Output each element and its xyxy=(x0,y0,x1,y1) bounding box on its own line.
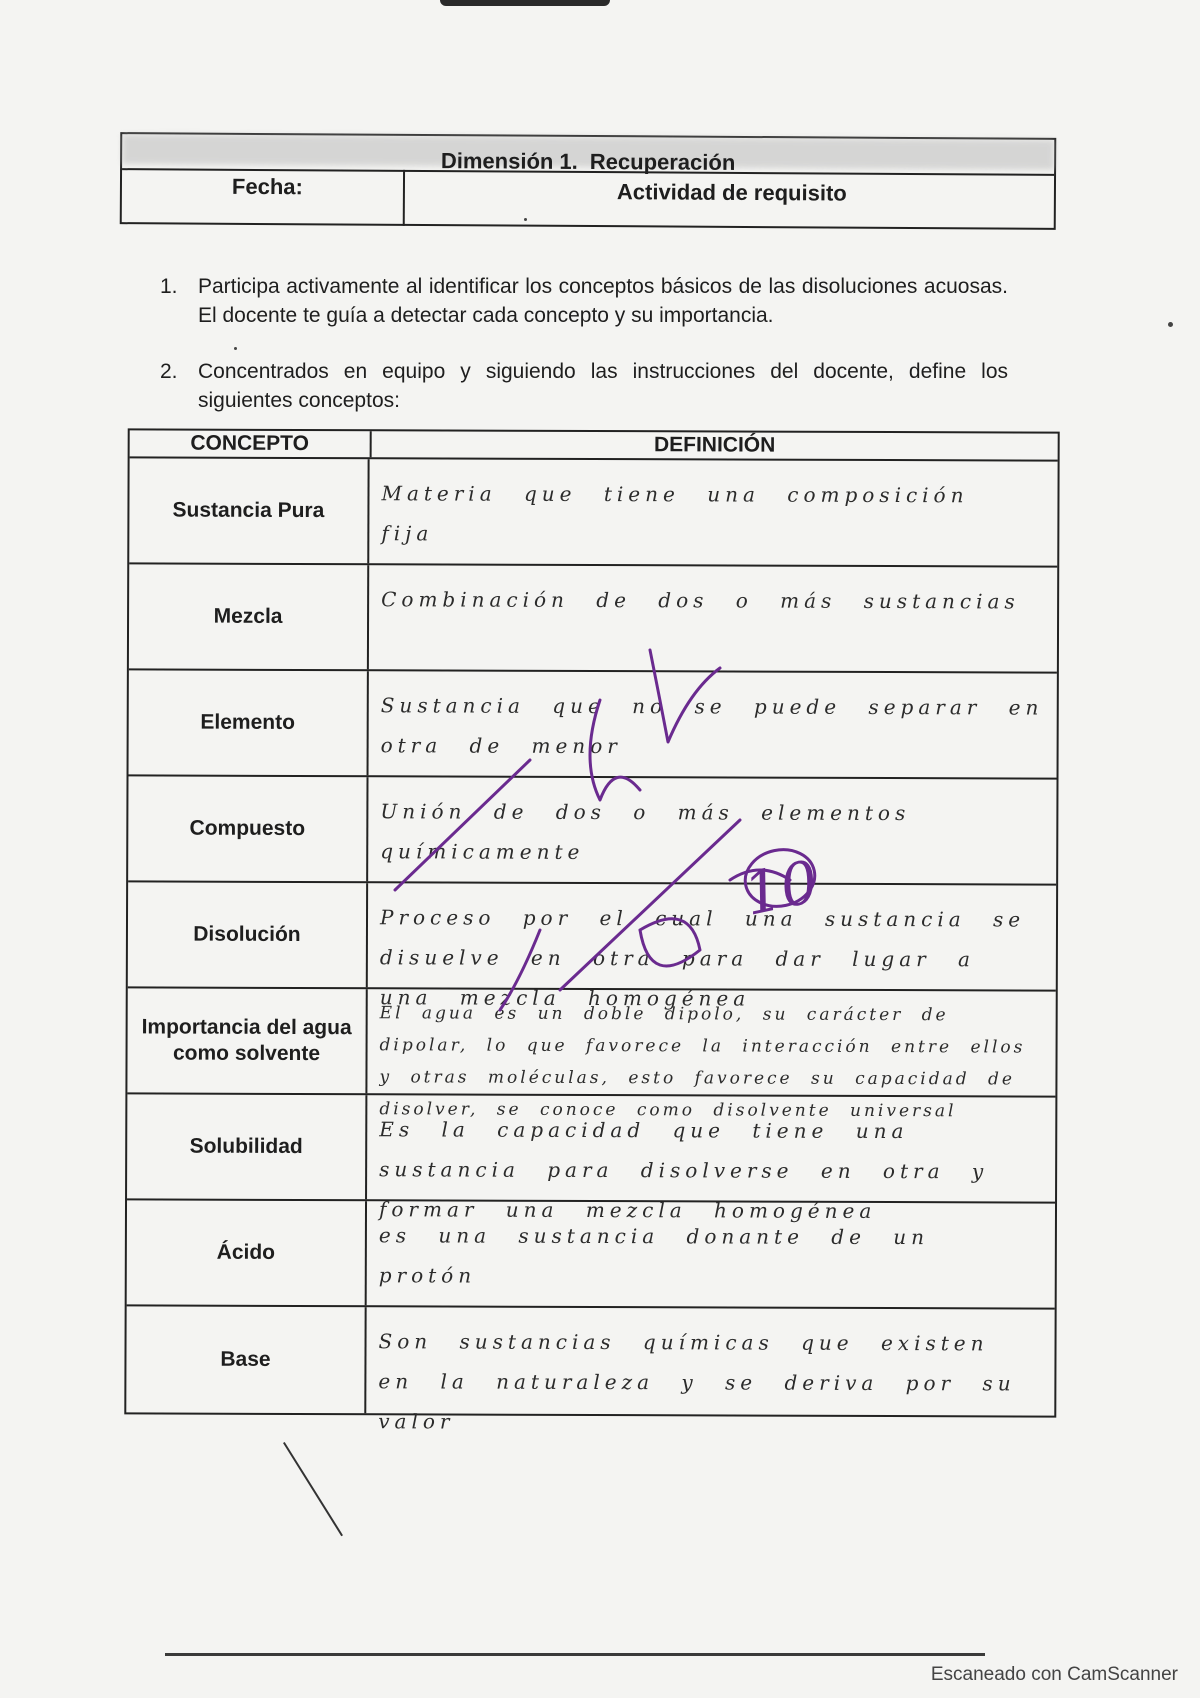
definition-cell[interactable]: Sustancia que no se puede separar en otra de menor xyxy=(380,693,1044,759)
definition-cell[interactable]: Proceso por el cual una sustancia se disuelve en otra para dar lugar a una mezcla homogénea xyxy=(379,905,1026,1011)
concept-cell: Disolución xyxy=(128,882,368,987)
definition-cell[interactable]: Combinación de dos o más sustancias xyxy=(381,587,1020,614)
concept-cell: Importancia del agua como solvente xyxy=(127,988,367,1093)
instruction-number: 1. xyxy=(160,275,178,298)
title-name: Recuperación xyxy=(589,149,736,175)
concept-cell: Sustancia Pura xyxy=(129,458,369,563)
date-label: Fecha: xyxy=(231,173,303,200)
instruction-text: Concentrados en equipo y siguiendo las instrucciones del docente, define los siguientes conceptos: xyxy=(198,360,1008,412)
activity-label: Actividad de requisito xyxy=(616,179,847,206)
concept-cell: Elemento xyxy=(129,670,369,775)
definition-cell[interactable]: Son sustancias químicas que existen en la naturaleza y se deriva por su valor xyxy=(378,1329,1016,1434)
ink-scribble xyxy=(590,700,640,800)
title-dimension: Dimensión 1. xyxy=(440,148,578,174)
instruction-number: 2. xyxy=(160,360,178,383)
concept-cell: Solubilidad xyxy=(127,1094,367,1199)
concept-header: CONCEPTO xyxy=(130,430,372,457)
concept-cell: Mezcla xyxy=(129,564,369,669)
ink-scribble xyxy=(640,919,700,966)
concept-cell: Ácido xyxy=(127,1200,367,1305)
definition-cell[interactable]: es una sustancia donante de un protón xyxy=(378,1223,930,1288)
scan-edge-bottom xyxy=(165,1653,985,1656)
definition-cell[interactable]: Materia que tiene una composición fija xyxy=(381,481,969,546)
definition-cell[interactable]: El agua es un doble dipolo, su carácter de dipolar, lo que favorece la interacción entre ellos y otras moléculas, esto favorece su capacidad de disolver, se conoce como disolvente universal xyxy=(379,1003,1026,1122)
definition-header: DEFINICIÓN xyxy=(653,433,776,457)
definition-cell[interactable]: Unión de dos o más elementos químicamente xyxy=(380,799,911,864)
grade-mark: 10 xyxy=(737,847,825,929)
concept-cell: Compuesto xyxy=(128,776,368,881)
checkmark-icon xyxy=(650,650,720,742)
instruction-text: Participa activamente al identificar los conceptos básicos de las disoluciones acuosas. El docente te guía a detectar cada concepto y su importancia. xyxy=(198,275,1008,327)
ink-slash xyxy=(395,760,530,890)
footer-watermark: Escaneado con CamScanner xyxy=(930,1664,1178,1685)
concept-cell: Base xyxy=(126,1306,366,1413)
ink-slash xyxy=(500,930,540,1010)
ink-slash xyxy=(560,820,740,990)
definition-cell[interactable]: Es la capacidad que tiene una sustancia para disolverse en otra y formar una mezcla homogénea xyxy=(378,1117,989,1223)
